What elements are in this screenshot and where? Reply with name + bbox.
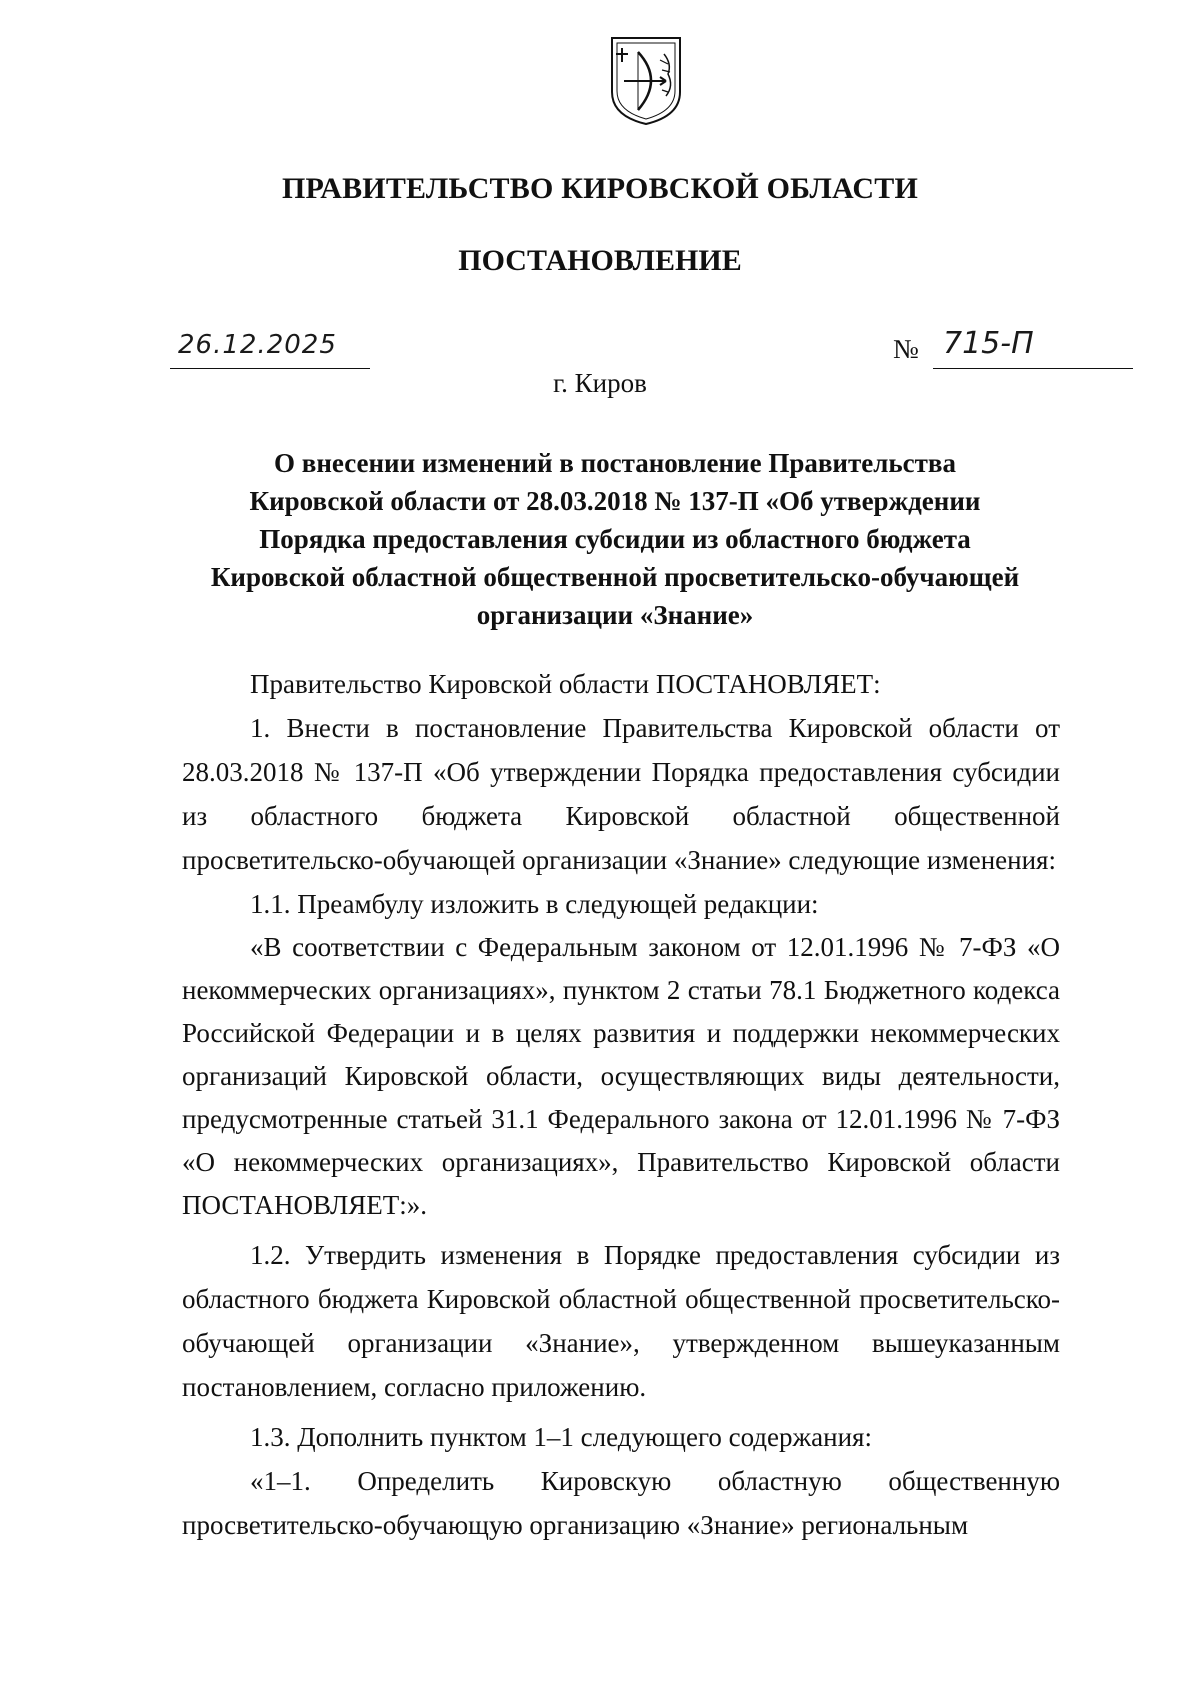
subject-line: О внесении изменений в постановление Правительства xyxy=(274,448,956,478)
body-paragraph: «В соответствии с Федеральным законом от 12.01.1996 № 7-ФЗ «О некоммерческих организациях», пунктом 2 статьи 78.1 Бюджетного кодекса Российской Федерации и в целях развития и поддержки некоммерческих организаций Кировской области, осуществляющих виды деятельности, предусмотренные статьей 31.1 Федерального закона от 12.01.1996 № 7-ФЗ «О некоммерческих организациях», Правительство Кировской области ПОСТАНОВЛЯЕТ:». xyxy=(182,932,1060,1220)
document-body xyxy=(182,662,1060,1547)
subject-line: Порядка предоставления субсидии из областного бюджета xyxy=(259,524,971,554)
subject-line: Кировской области от 28.03.2018 № 137-П «Об утверждении xyxy=(249,486,981,516)
body-paragraph: 1.2. Утвердить изменения в Порядке предоставления субсидии из областного бюджета Кировской областной общественной просветительско-обучающей организации «Знание», утвержденном вышеуказанным постановлением, согласно приложению. xyxy=(182,1240,1060,1402)
body-paragraph: 1.1. Преамбулу изложить в следующей редакции: xyxy=(250,889,819,919)
subject-line: организации «Знание» xyxy=(476,600,754,630)
body-paragraph: 1.3. Дополнить пунктом 1–1 следующего содержания: xyxy=(250,1422,872,1452)
body-paragraph: 1. Внести в постановление Правительства Кировской области от 28.03.2018 № 137-П «Об утверждении Порядка предоставления субсидии из областного бюджета Кировской областной общественной просветительско-обучающей организации «Знание» следующие изменения: xyxy=(182,713,1060,875)
handwritten-date: 26.12.2025 xyxy=(178,330,337,360)
body-paragraph: «1–1. Определить Кировскую областную общественную просветительско-обучающую организацию «Знание» региональным xyxy=(182,1466,1060,1540)
date-field xyxy=(170,330,370,369)
subject-line: Кировской областной общественной просветительско-обучающей xyxy=(210,562,1020,592)
organization-title: ПРАВИТЕЛЬСТВО КИРОВСКОЙ ОБЛАСТИ xyxy=(282,172,918,205)
document-subject xyxy=(170,444,1060,634)
handwritten-number: 715-П xyxy=(943,326,1034,361)
city-line: г. Киров xyxy=(553,368,647,398)
document-type-title: ПОСТАНОВЛЕНИЕ xyxy=(458,244,742,277)
number-underline xyxy=(933,326,1133,369)
number-sign: № xyxy=(893,334,919,364)
body-paragraph: Правительство Кировской области ПОСТАНОВЛЯЕТ: xyxy=(250,669,881,699)
coat-of-arms-emblem xyxy=(608,34,684,126)
